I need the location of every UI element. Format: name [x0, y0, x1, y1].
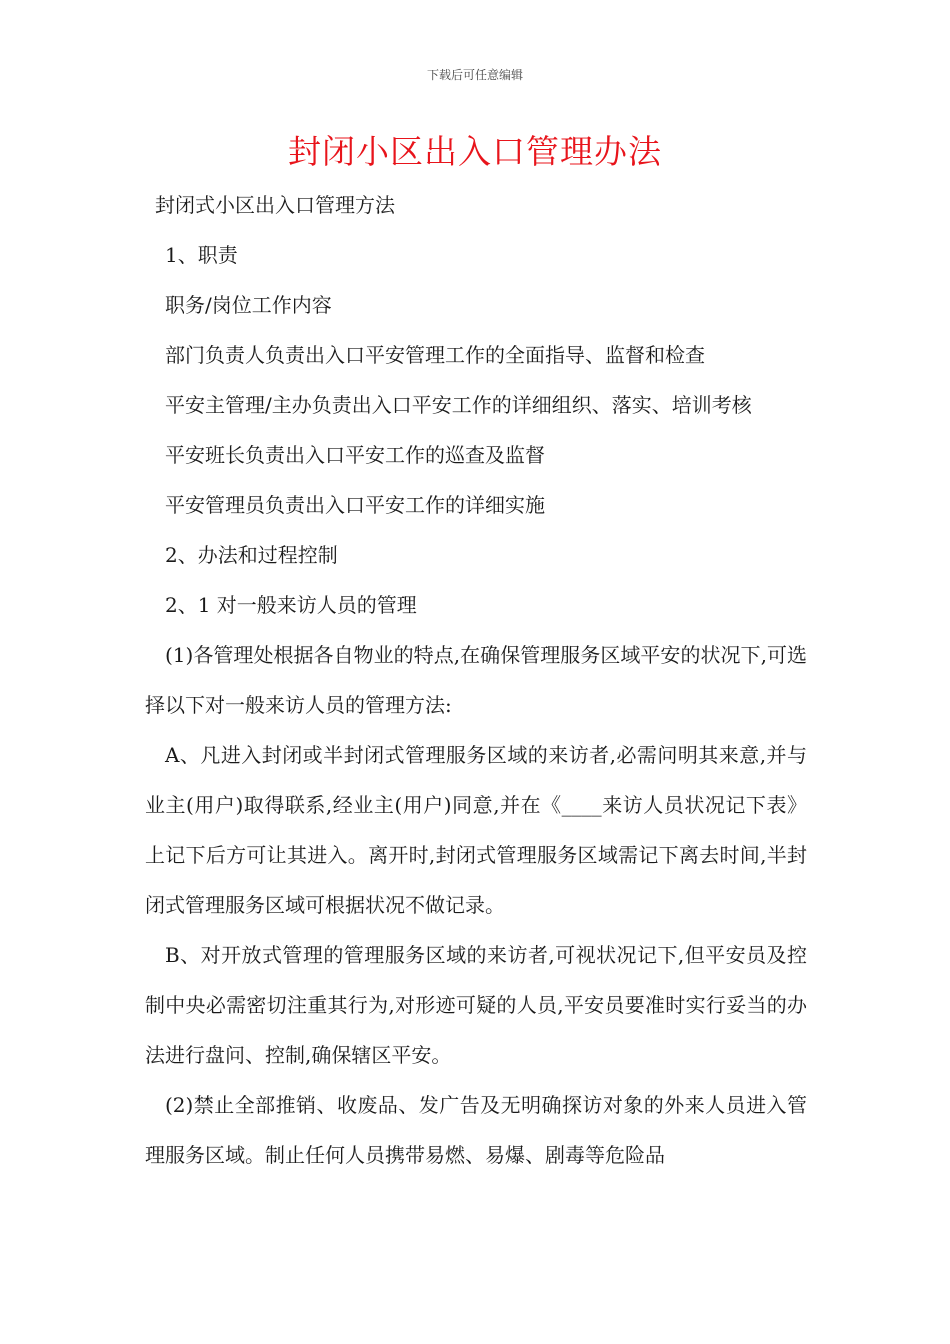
paragraph-section-1: 1、职责 — [165, 243, 238, 267]
paragraph-item-2: (2)禁止全部推销、收废品、发广告及无明确探访对象的外来人员进入管理服务区域。制止任何人员携带易燃、易爆、剧毒等危险品 — [145, 1093, 807, 1167]
paragraph-item-b: B、对开放式管理的管理服务区域的来访者,可视状况记下,但平安员及控制中央必需密切注重其行为,对形迹可疑的人员,平安员要准时实行妥当的办法进行盘问、控制,确保辖区平安。 — [145, 943, 807, 1067]
header-note: 下载后可任意编辑 — [426, 68, 523, 82]
document-body — [145, 180, 807, 1180]
paragraph-subtitle: 封闭式小区出入口管理方法 — [155, 193, 395, 217]
paragraph-duty-header: 职务/岗位工作内容 — [165, 293, 332, 317]
paragraph-duty-security-supervisor: 平安主管理/主办负责出入口平安工作的详细组织、落实、培训考核 — [165, 393, 752, 417]
paragraph-section-2: 2、办法和过程控制 — [165, 543, 338, 567]
paragraph-section-2-1: 2、1 对一般来访人员的管理 — [165, 593, 417, 617]
paragraph-duty-department-head: 部门负责人负责出入口平安管理工作的全面指导、监督和检查 — [165, 343, 705, 367]
paragraph-duty-security-staff: 平安管理员负责出入口平安工作的详细实施 — [165, 493, 545, 517]
paragraph-item-1: (1)各管理处根据各自物业的特点,在确保管理服务区域平安的状况下,可选择以下对一般来访人员的管理方法: — [145, 643, 807, 717]
paragraph-item-a: A、凡进入封闭或半封闭式管理服务区域的来访者,必需问明其来意,并与业主(用户)取得联系,经业主(用户)同意,并在《____来访人员状况记下表》上记下后方可让其进入。离开时,封闭式管理服务区域需记下离去时间,半封闭式管理服务区域可根据状况不做记录。 — [145, 743, 807, 917]
paragraph-duty-team-leader: 平安班长负责出入口平安工作的巡查及监督 — [165, 443, 545, 467]
document-title: 封闭小区出入口管理办法 — [288, 132, 662, 171]
